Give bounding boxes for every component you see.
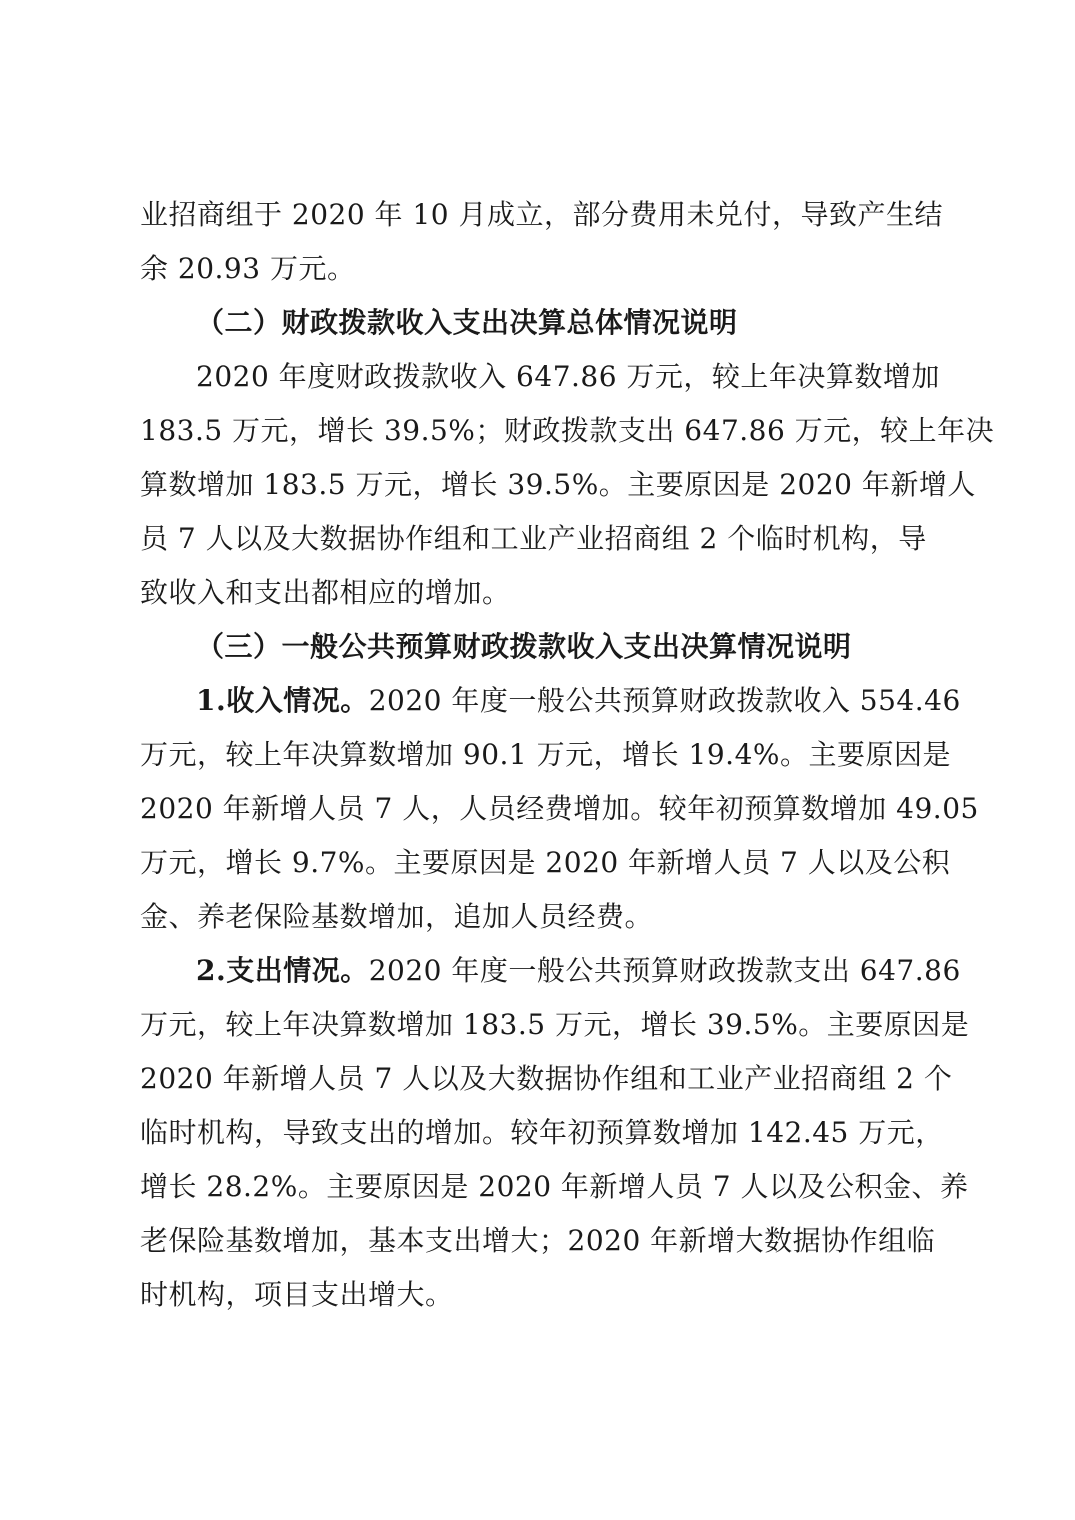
- expense-paragraph-first-line: [140, 944, 961, 998]
- paragraph-line: 临时机构，导致支出的增加。较年初预算数增加 142.45 万元，: [140, 1116, 944, 1149]
- income-paragraph-first-line: [140, 674, 961, 728]
- paragraph-line: 算数增加 183.5 万元，增长 39.5%。主要原因是 2020 年新增人: [140, 468, 976, 501]
- paragraph-line: 183.5 万元，增长 39.5%；财政拨款支出 647.86 万元，较上年决: [140, 414, 995, 447]
- paragraph-line: 万元，增长 9.7%。主要原因是 2020 年新增人员 7 人以及公积: [140, 846, 951, 879]
- paragraph-line: 万元，较上年决算数增加 90.1 万元，增长 19.4%。主要原因是: [140, 738, 951, 771]
- paragraph-line: 余 20.93 万元。: [140, 252, 356, 285]
- paragraph-line: 员 7 人以及大数据协作组和工业产业招商组 2 个临时机构，导: [140, 522, 927, 555]
- income-lead: 1.收入情况。: [196, 684, 369, 717]
- paragraph-line: 万元，较上年决算数增加 183.5 万元，增长 39.5%。主要原因是: [140, 1008, 970, 1041]
- paragraph-line: 增长 28.2%。主要原因是 2020 年新增人员 7 人以及公积金、养: [140, 1170, 969, 1203]
- paragraph-line: 2020 年新增人员 7 人以及大数据协作组和工业产业招商组 2 个: [140, 1062, 953, 1095]
- paragraph-line: 致收入和支出都相应的增加。: [140, 576, 511, 609]
- paragraph-line: 2020 年度财政拨款收入 647.86 万元，较上年决算数增加: [196, 360, 940, 393]
- income-first-text: 2020 年度一般公共预算财政拨款收入 554.46: [368, 684, 961, 717]
- document-page: [140, 188, 995, 1322]
- paragraph-line: 时机构，项目支出增大。: [140, 1278, 454, 1311]
- paragraph-line: 老保险基数增加，基本支出增大；2020 年新增大数据协作组临: [140, 1224, 936, 1257]
- section-heading-2: （二）财政拨款收入支出决算总体情况说明: [196, 306, 738, 339]
- paragraph-line: 业招商组于 2020 年 10 月成立，部分费用未兑付，导致产生结: [140, 198, 943, 231]
- expense-first-text: 2020 年度一般公共预算财政拨款支出 647.86: [368, 954, 961, 987]
- paragraph-line: 金、养老保险基数增加，追加人员经费。: [140, 900, 654, 933]
- paragraph-line: 2020 年新增人员 7 人，人员经费增加。较年初预算数增加 49.05: [140, 792, 979, 825]
- section-heading-3: （三）一般公共预算财政拨款收入支出决算情况说明: [196, 630, 852, 663]
- expense-lead: 2.支出情况。: [196, 954, 369, 987]
